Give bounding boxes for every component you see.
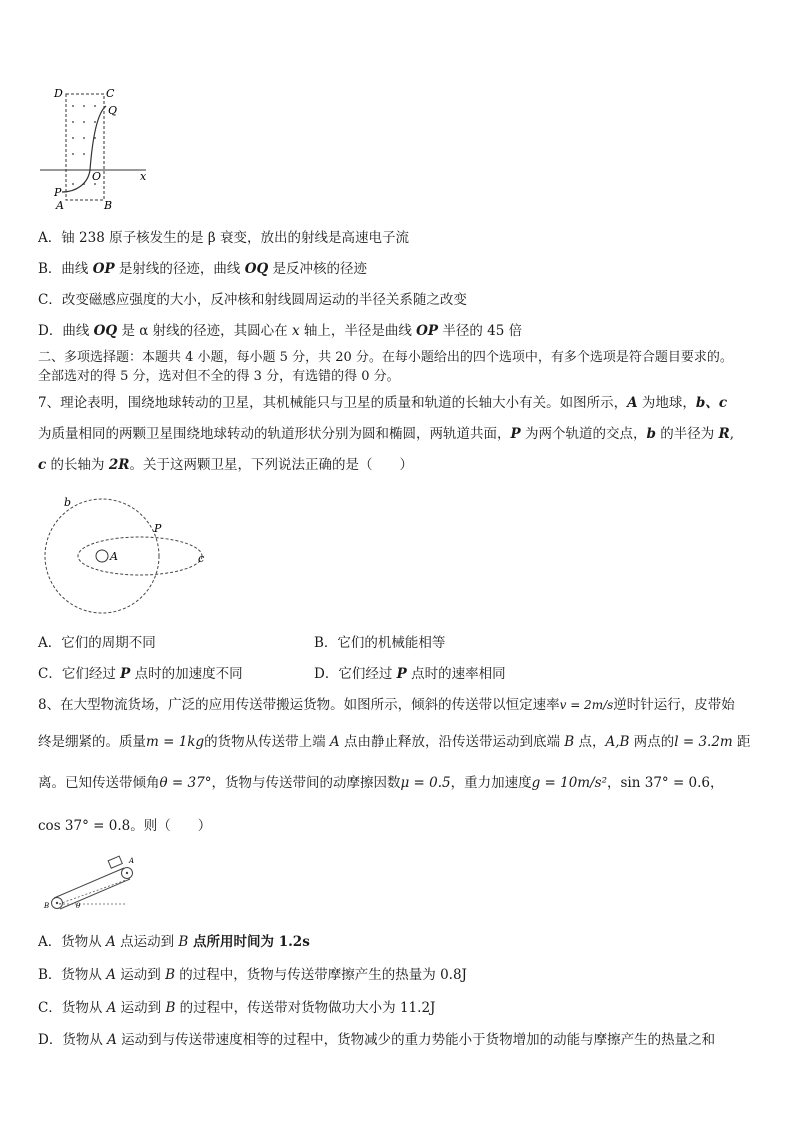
- q8-stem-line4: cos 37° = 0.8。则（ ）: [38, 818, 212, 834]
- q8-stem-line1: 8、在大型物流货场，广泛的应用传送带搬运货物。如图所示，倾斜的传送带以恒定速率v = 2m/s逆时针运行，皮带始: [38, 697, 735, 713]
- label-A: A: [56, 199, 64, 212]
- label-b: b: [64, 496, 72, 509]
- q6-option-a: A．铀 238 原子核发生的是 β 衰变，放出的射线是高速电子流: [38, 230, 409, 246]
- q7-option-c: C．它们经过 P 点时的加速度不同: [38, 666, 243, 682]
- label-x: x: [140, 170, 147, 183]
- label-theta: θ: [76, 902, 81, 910]
- q7-stem-line1: 7、理论表明，围绕地球转动的卫星，其机械能只与卫星的质量和轨道的长轴大小有关。如图所示，A 为地球，b、c: [38, 395, 728, 411]
- label-C: C: [106, 87, 115, 100]
- label-P: P: [154, 522, 162, 535]
- q6-option-d: D．曲线 OQ 是 α 射线的径迹，其圆心在 x 轴上，半径是曲线 OP 半径的 45 倍: [38, 323, 523, 339]
- section2-line1: 二、多项选择题：本题共 4 小题，每小题 5 分，共 20 分。在每小题给出的四个选项中，有多个选项是符合题目要求的。: [38, 350, 733, 365]
- q8-option-d: D．货物从 A 运动到与传送带速度相等的过程中，货物减少的重力势能小于货物增加的动能与摩擦产生的热量之和: [38, 1032, 716, 1048]
- q8-stem-line2: 终是绷紧的。质量m = 1kg的货物从传送带上端 A 点由静止释放，沿传送带运动到底端 B 点，A,B 两点的l = 3.2m 距: [38, 734, 751, 750]
- conveyor-figure: [40, 852, 136, 914]
- q7-stem-line2: 为质量相同的两颗卫星围绕地球转动的轨道形状分别为圆和椭圆，两轨道共面，P 为两个轨道的交点，b 的半径为 R,: [38, 426, 735, 442]
- label-D: D: [54, 87, 63, 100]
- label-A: A: [129, 857, 135, 865]
- orbit-figure: [36, 492, 226, 617]
- track-figure: [34, 84, 154, 214]
- section2-line2: 全部选对的得 5 分，选对但不全的得 3 分，有选错的得 0 分。: [38, 369, 400, 384]
- q8-option-a: A．货物从 A 点运动到 B 点所用时间为 1.2s: [38, 934, 310, 950]
- q8-option-b: B．货物从 A 运动到 B 的过程中，货物与传送带摩擦产生的热量为 0.8J: [38, 967, 467, 983]
- label-O: O: [92, 170, 102, 183]
- label-B: B: [104, 199, 113, 212]
- q6-option-c: C．改变磁感应强度的大小，反冲核和射线圆周运动的半径关系随之改变: [38, 292, 467, 308]
- q7-stem-line3: c 的长轴为 2R。关于这两颗卫星，下列说法正确的是（ ）: [38, 457, 413, 473]
- q7-option-a: A．它们的周期不同: [38, 635, 156, 651]
- label-B: B: [44, 902, 50, 910]
- q7-option-b: B．它们的机械能相等: [314, 635, 446, 651]
- q8-stem-line3: 离。已知传送带倾角θ = 37°，货物与传送带间的动摩擦因数μ = 0.5，重力加速度g = 10m/s²，sin 37° = 0.6，: [38, 775, 724, 791]
- label-P: P: [54, 186, 62, 199]
- label-A: A: [110, 550, 118, 563]
- q8-option-c: C．货物从 A 运动到 B 的过程中，传送带对货物做功大小为 11.2J: [38, 1000, 436, 1016]
- q7-option-d: D．它们经过 P 点时的速率相同: [314, 666, 506, 682]
- q6-option-b: B．曲线 OP 是射线的径迹，曲线 OQ 是反冲核的径迹: [38, 261, 368, 277]
- label-Q: Q: [108, 104, 118, 117]
- label-c: c: [198, 552, 205, 565]
